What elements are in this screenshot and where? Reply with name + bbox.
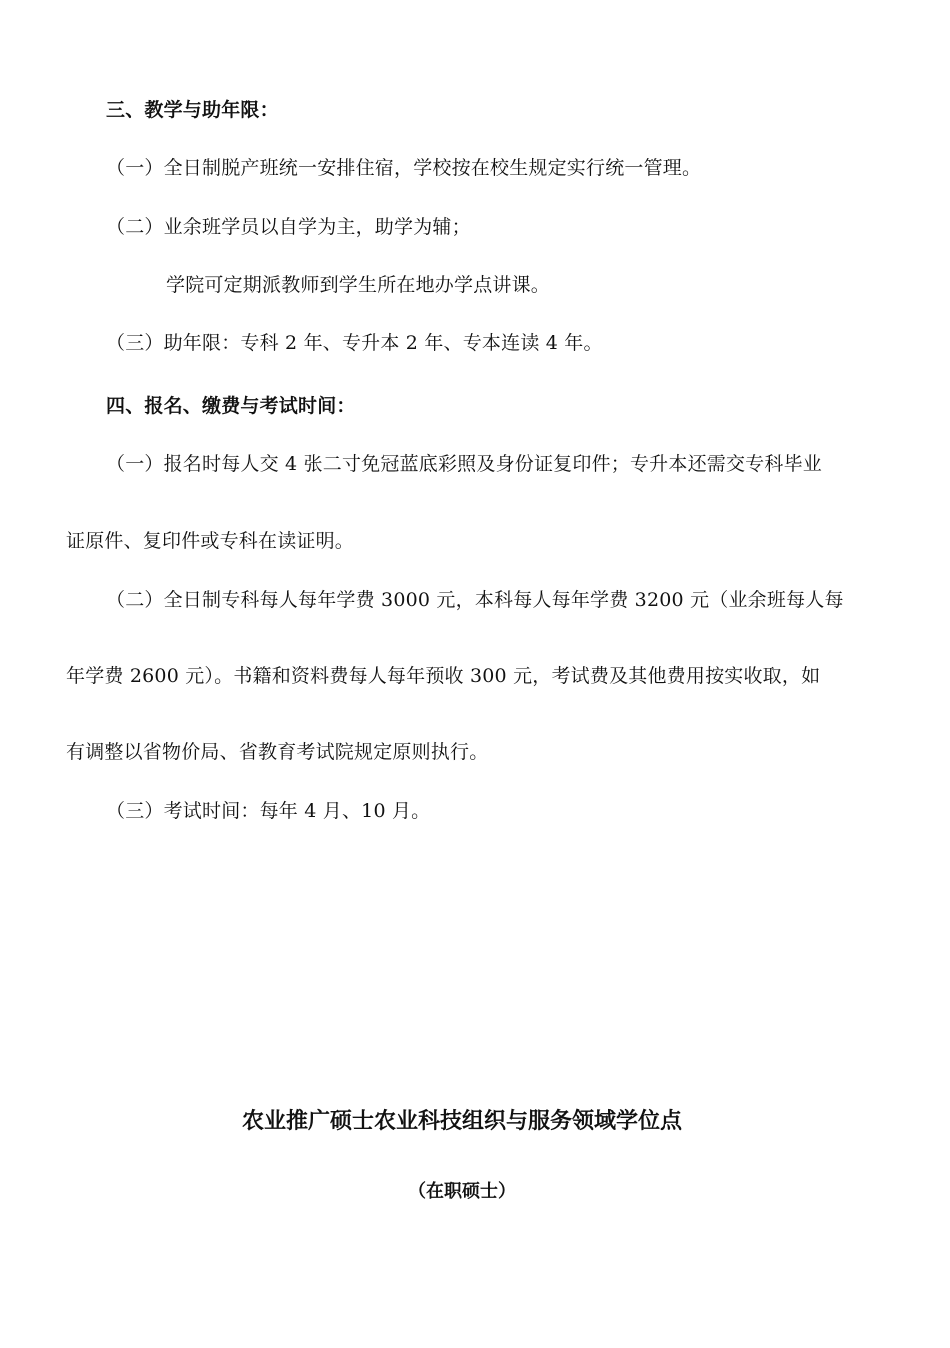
program-title: 农业推广硕士农业科技组织与服务领域学位点 <box>241 1108 682 1134</box>
section-3-item-2-continuation: 学院可定期派教师到学生所在地办学点讲课。 <box>166 274 551 296</box>
section-3-heading: 三、教学与助年限： <box>106 99 279 121</box>
section-4-item-2-line-3: 有调整以省物价局、省教育考试院规定原则执行。 <box>66 741 489 763</box>
section-4-item-1-line-2: 证原件、复印件或专科在读证明。 <box>66 530 355 552</box>
section-4-item-1-line-1: （一）报名时每人交 4 张二寸免冠蓝底彩照及身份证复印件；专升本还需交专科毕业 <box>106 453 822 475</box>
section-4-item-2-line-2: 年学费 2600 元）。书籍和资料费每人每年预收 300 元，考试费及其他费用按实收取，如 <box>66 665 821 687</box>
section-3-item-1: （一）全日制脱产班统一安排住宿，学校按在校生规定实行统一管理。 <box>106 157 702 179</box>
section-4-item-3: （三）考试时间：每年 4 月、10 月。 <box>106 800 431 822</box>
program-subtitle: （在职硕士） <box>408 1181 516 1202</box>
section-4-heading: 四、报名、缴费与考试时间： <box>106 395 356 417</box>
section-3-item-3: （三）助年限：专科 2 年、专升本 2 年、专本连读 4 年。 <box>106 332 603 354</box>
section-3-item-2: （二）业余班学员以自学为主，助学为辅； <box>106 216 471 238</box>
section-4-item-2-line-1: （二）全日制专科每人每年学费 3000 元，本科每人每年学费 3200 元（业余班每人每 <box>106 589 844 611</box>
